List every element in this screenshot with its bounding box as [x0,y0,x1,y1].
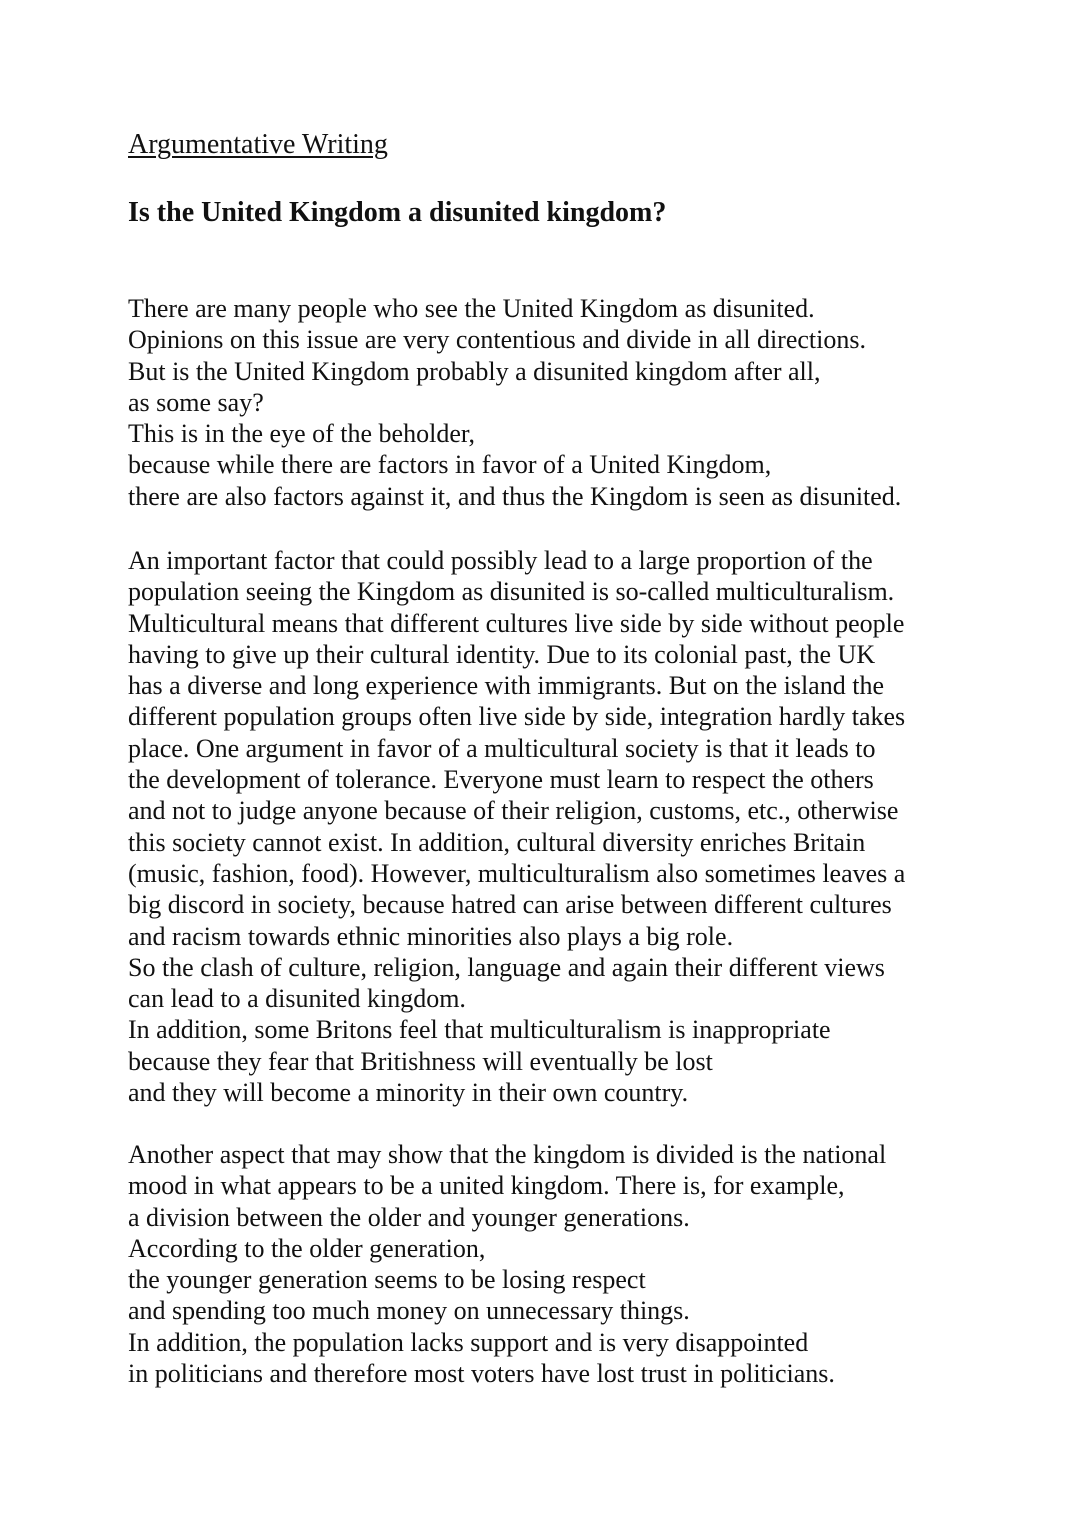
text-line: a division between the older and younger generations. [128,1202,690,1232]
text-line: and spending too much money on unnecessary things. [128,1296,690,1326]
text-line: mood in what appears to be a united kingdom. There is, for example, [128,1171,845,1201]
text-line: the younger generation seems to be losing respect [128,1265,646,1295]
text-line: place. One argument in favor of a multicultural society is that it leads to [128,733,876,763]
text-line: can lead to a disunited kingdom. [128,984,466,1014]
text-line: An important factor that could possibly lead to a large proportion of the [128,546,873,575]
text-line: In addition, the population lacks support and is very disappointed [128,1327,809,1357]
text-line: (music, fashion, food). However, multiculturalism also sometimes leaves a [128,858,906,888]
document-title: Is the United Kingdom a disunited kingdom? [128,197,667,228]
text-line: because while there are factors in favor of a United Kingdom, [128,450,772,480]
text-line: the development of tolerance. Everyone must learn to respect the others [128,765,874,795]
text-line: because they fear that Britishness will eventually be lost [128,1046,713,1076]
text-line: In addition, some Britons feel that multiculturalism is inappropriate [128,1015,831,1045]
paragraph-national-mood [128,1139,886,1389]
text-line: This is in the eye of the beholder, [128,419,475,449]
document-heading: Argumentative Writing [128,129,388,160]
text-line: big discord in society, because hatred can arise between different cultures [128,890,892,920]
text-line: So the clash of culture, religion, language and again their different views [128,952,885,982]
text-line: But is the United Kingdom probably a disunited kingdom after all, [128,356,821,386]
text-line: Multicultural means that different cultures live side by side without people [128,608,905,638]
text-line: there are also factors against it, and thus the Kingdom is seen as disunited. [128,481,902,511]
text-line: as some say? [128,387,264,417]
text-line: this society cannot exist. In addition, cultural diversity enriches Britain [128,827,866,857]
text-line: has a diverse and long experience with immigrants. But on the island the [128,671,884,701]
text-line: different population groups often live side by side, integration hardly takes [128,702,906,732]
text-line: and not to judge anyone because of their religion, customs, etc., otherwise [128,796,899,826]
text-line: and racism towards ethnic minorities also plays a big role. [128,921,734,951]
paragraph-introduction [128,293,901,512]
text-line: and they will become a minority in their own country. [128,1078,689,1108]
paragraph-multiculturalism [128,545,905,1108]
text-line: Opinions on this issue are very contentious and divide in all directions. [128,325,866,355]
text-line: According to the older generation, [128,1233,486,1263]
text-line: Another aspect that may show that the kingdom is divided is the national [128,1140,887,1169]
text-line: having to give up their cultural identity. Due to its colonial past, the UK [128,639,876,669]
text-line: There are many people who see the United Kingdom as disunited. [128,294,815,323]
text-line: in politicians and therefore most voters have lost trust in politicians. [128,1359,835,1389]
text-line: population seeing the Kingdom as disunited is so-called multiculturalism. [128,577,895,607]
